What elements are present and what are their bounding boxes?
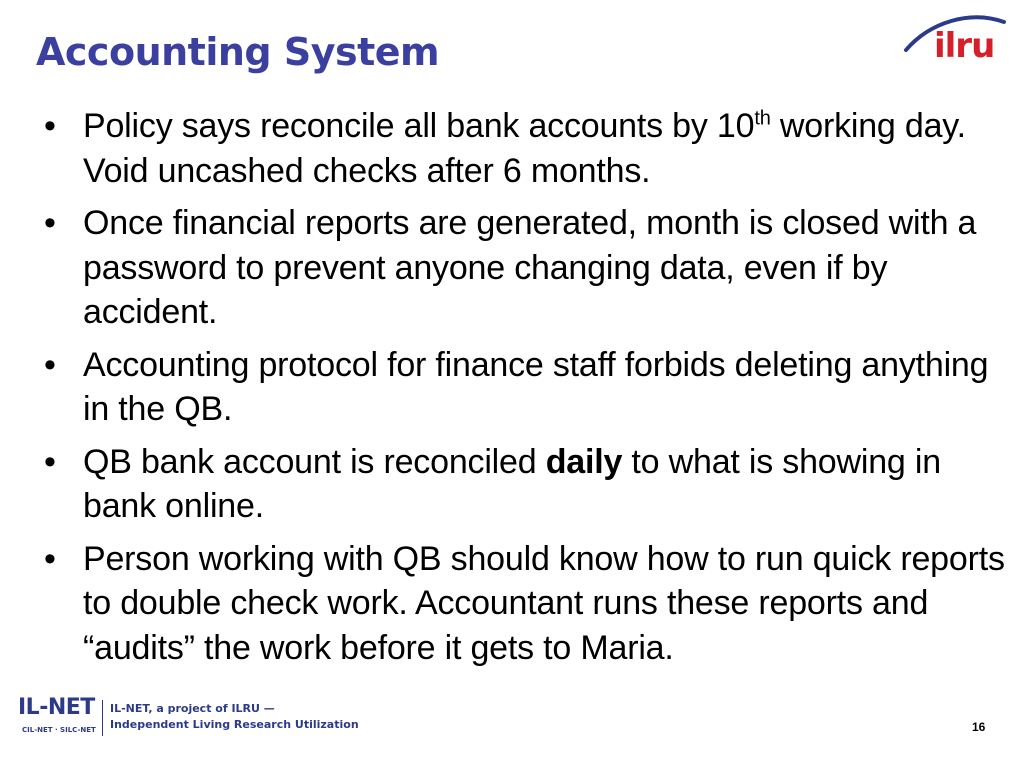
slide-title: Accounting System (36, 30, 440, 74)
superscript-text: th (754, 107, 771, 130)
ilru-logo: ilru (934, 26, 995, 66)
bullet-text: Person working with QB should know how to run quick reports to double check work. Accountant runs these reports and “audits” the work before it gets to Maria. (83, 539, 1005, 667)
bullet-text: Accounting protocol for finance staff forbids deleting anything in the QB. (83, 345, 989, 428)
footer-text-line2: Independent Living Research Utilization (110, 718, 359, 731)
list-item (40, 440, 1010, 529)
footer-text-line1: IL-NET, a project of ILRU — (110, 702, 275, 715)
il-net-logo-subtext: CIL-NET · SILC-NET (22, 726, 96, 734)
footer-divider (102, 700, 103, 736)
list-item (40, 537, 1010, 671)
bullet-icon: • (44, 442, 56, 481)
bullet-text: Once financial reports are generated, month is closed with a password to prevent anyone changing data, even if by accident. (83, 204, 977, 331)
bullet-icon: • (44, 107, 56, 145)
bullet-text: QB bank account is reconciled (83, 442, 546, 481)
bold-text: daily (545, 442, 623, 481)
list-item (40, 201, 1010, 335)
bullet-text: to what is showing in bank online. (83, 442, 941, 525)
bullet-list (40, 104, 1010, 678)
bullet-icon: • (44, 539, 56, 578)
bullet-text: Policy says reconcile all bank accounts by 10 (83, 107, 755, 145)
list-item (40, 104, 1010, 193)
bullet-text: working day. Void uncashed checks after 6 months. (83, 107, 966, 190)
bullet-icon: • (44, 345, 56, 384)
il-net-logo: IL-NET (18, 695, 95, 720)
bullet-icon: • (44, 204, 56, 242)
list-item (40, 343, 1010, 432)
page-number: 16 (972, 720, 986, 734)
